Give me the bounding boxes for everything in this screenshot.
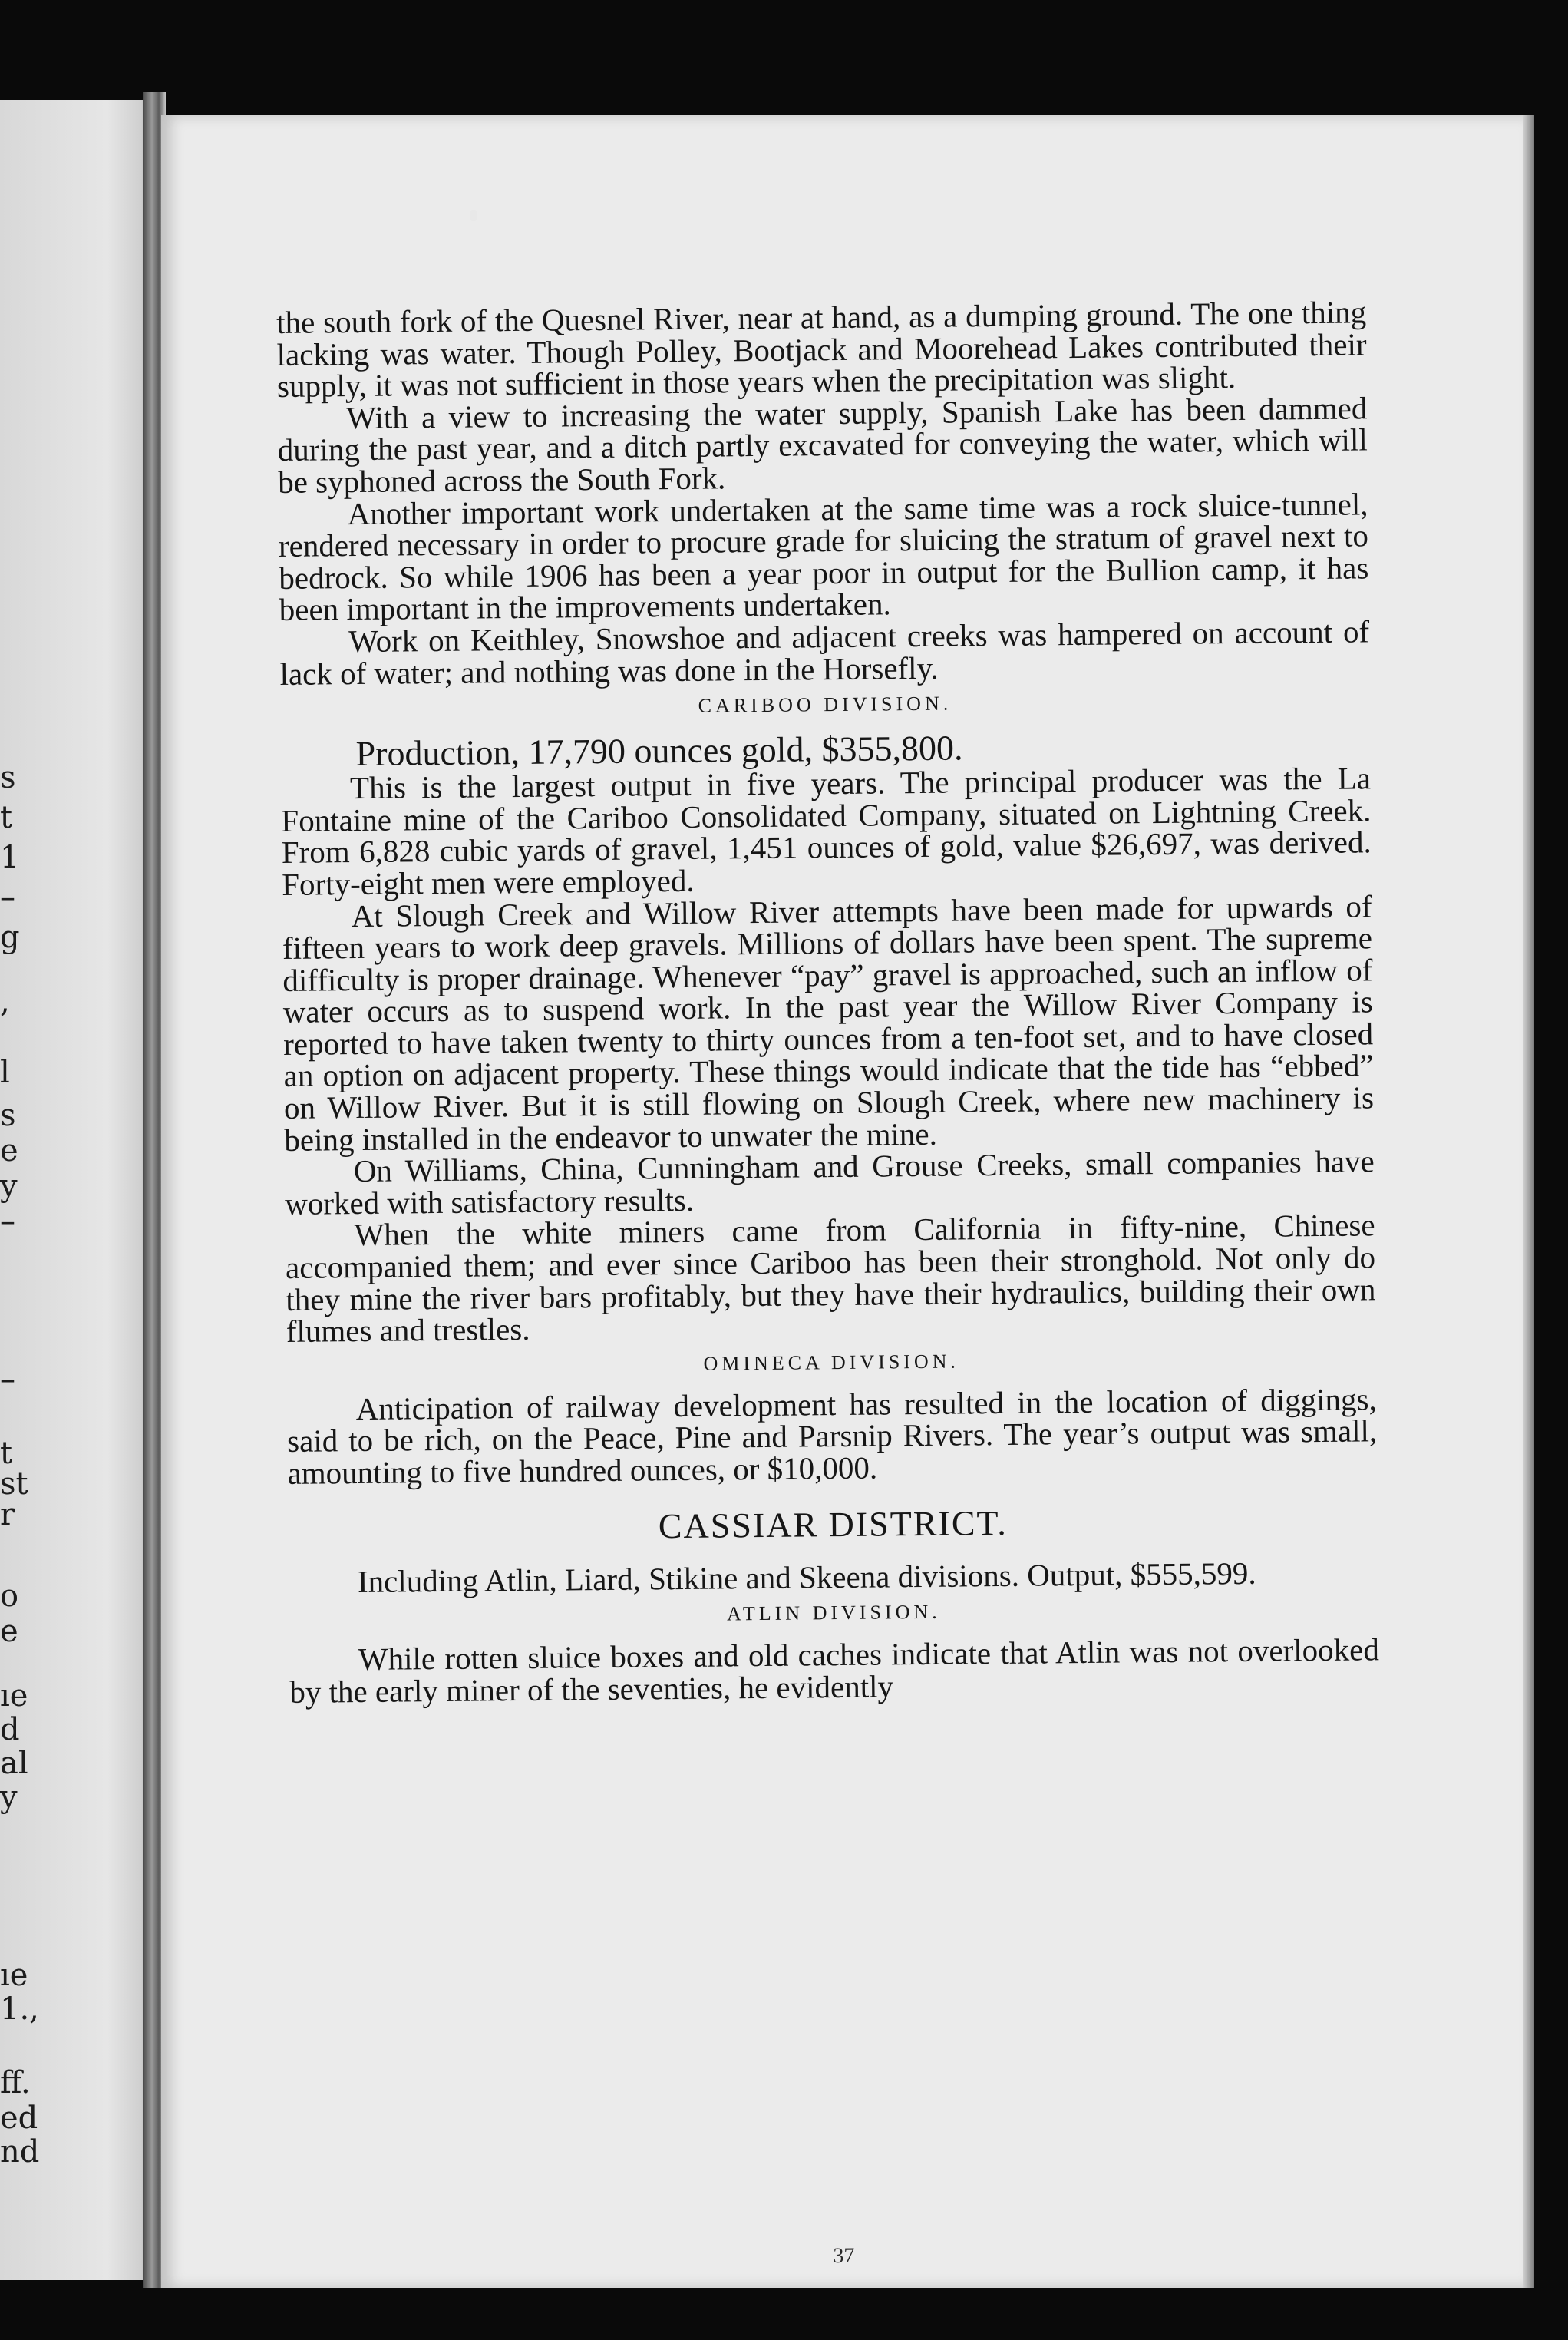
page-right-edge: [1523, 115, 1534, 2288]
facing-page-char: –: [0, 880, 15, 915]
body-paragraph: the south fork of the Quesnel River, near at hand, as a dumping ground. The one thing lacking was water. Though Polley, Bootjack and Moorehead Lakes contributed their supply, it was not sufficient in those years when the precipitation was slight.: [276, 294, 1367, 405]
facing-page-char: r: [0, 1497, 15, 1532]
section-heading: OMINECA DIVISION.: [703, 1350, 960, 1375]
facing-page-char: 1: [0, 840, 20, 875]
facing-page-char: –: [0, 1362, 15, 1397]
facing-page-char: –: [0, 1204, 15, 1239]
facing-page-char: o: [0, 1578, 19, 1614]
facing-page-char: e: [0, 1133, 18, 1168]
body-paragraph: Another important work undertaken at the same time was a rock sluice-tunnel, rendered necessary in order to procure grade for sluicing the stratum of gravel next to bedrock. So while 1906 has been a year poor in output for the Bullion camp, it has been important in the improvements undertaken.: [278, 485, 1369, 628]
facing-page-char: g: [0, 920, 20, 955]
body-paragraph: On Williams, China, Cunningham and Grouse Creeks, small companies have worked with satisfactory results.: [284, 1143, 1375, 1221]
facing-page-char: ıe: [0, 1678, 28, 1714]
section-heading: ATLIN DIVISION.: [726, 1600, 941, 1625]
body-paragraph: Work on Keithley, Snowshoe and adjacent creeks was hampered on account of lack of water; and nothing was done in the Horsefly.: [279, 613, 1370, 692]
facing-page-char: e: [0, 1614, 18, 1649]
facing-page-char: s: [0, 1098, 16, 1133]
facing-page-char: ,: [0, 984, 10, 1020]
facing-page-edge: [0, 100, 153, 2280]
facing-page-char: y: [0, 1780, 18, 1815]
page-body-text: [276, 294, 1380, 2269]
facing-page-char: d: [0, 1712, 20, 1747]
facing-page-char: ıe: [0, 1958, 28, 1993]
district-heading: CASSIAR DISTRICT.: [658, 1502, 1008, 1545]
facing-page-char: y: [0, 1168, 18, 1204]
facing-page-char: st: [0, 1466, 28, 1502]
page-number: 37: [833, 2243, 855, 2269]
page-speck: [470, 210, 477, 221]
body-paragraph: When the white miners came from California in fifty-nine, Chinese accompanied them; and ever since Cariboo has been their stronghold. Not only do they mine the river bars profitably, but they have their hydraulics, building their own flumes and trestles.: [285, 1207, 1376, 1350]
facing-page-char: nd: [0, 2134, 40, 2170]
section-heading: CARIBOO DIVISION.: [698, 692, 952, 717]
body-paragraph: With a view to increasing the water supply, Spanish Lake has been dammed during the past year, and a ditch partly excavated for conveying the water, which will be syphoned across the South Fork.: [277, 390, 1368, 500]
facing-page-char: al: [0, 1746, 28, 1781]
facing-page-char: l: [0, 1055, 10, 1090]
production-line: Production, 17,790 ounces gold, $355,800.: [355, 728, 963, 774]
facing-page-char: ed: [0, 2100, 38, 2136]
facing-page-char: t: [0, 800, 13, 835]
body-paragraph: Including Atlin, Liard, Stikine and Skeena divisions. Output, $555,599.: [357, 1555, 1256, 1599]
facing-page-char: 1.,: [0, 1991, 39, 2027]
facing-page-char: t: [0, 1436, 13, 1471]
body-paragraph: While rotten sluice boxes and old caches indicate that Atlin was not overlooked by the early miner of the seventies, he evidently: [289, 1631, 1380, 1710]
book-page: [161, 115, 1523, 2288]
body-paragraph: Anticipation of railway development has resulted in the location of diggings, said to be rich, on the Peace, Pine and Parsnip Rivers. The year’s output was small, amounting to five hundred ounces, or $10,000.: [286, 1381, 1378, 1491]
facing-page-char: s: [0, 760, 16, 795]
facing-page-char: ff.: [0, 2065, 31, 2100]
body-paragraph: This is the largest output in five years. The principal producer was the La Fontaine mine of the Cariboo Consolidated Company, situated on Lightning Creek. From 6,828 cubic yards of gravel, 1,451 ounces of gold, value $26,697, was derived. Forty-eight men were employed.: [281, 760, 1372, 902]
body-paragraph: At Slough Creek and Willow River attempts have been made for upwards of fifteen years to work deep gravels. Millions of dollars have been spent. The supreme difficulty is proper drainage. Whenever “pay” gravel is approached, such an inflow of water occurs as to suspend work. In the past year the Willow River Company is reported to have taken twenty to thirty ounces from a ten-foot set, and to have closed an option on adjacent property. These things would indicate that the tide has “ebbed” on Willow River. But it is still flowing on Slough Creek, where new machinery is being installed in the endeavor to unwater the mine.: [282, 887, 1375, 1158]
